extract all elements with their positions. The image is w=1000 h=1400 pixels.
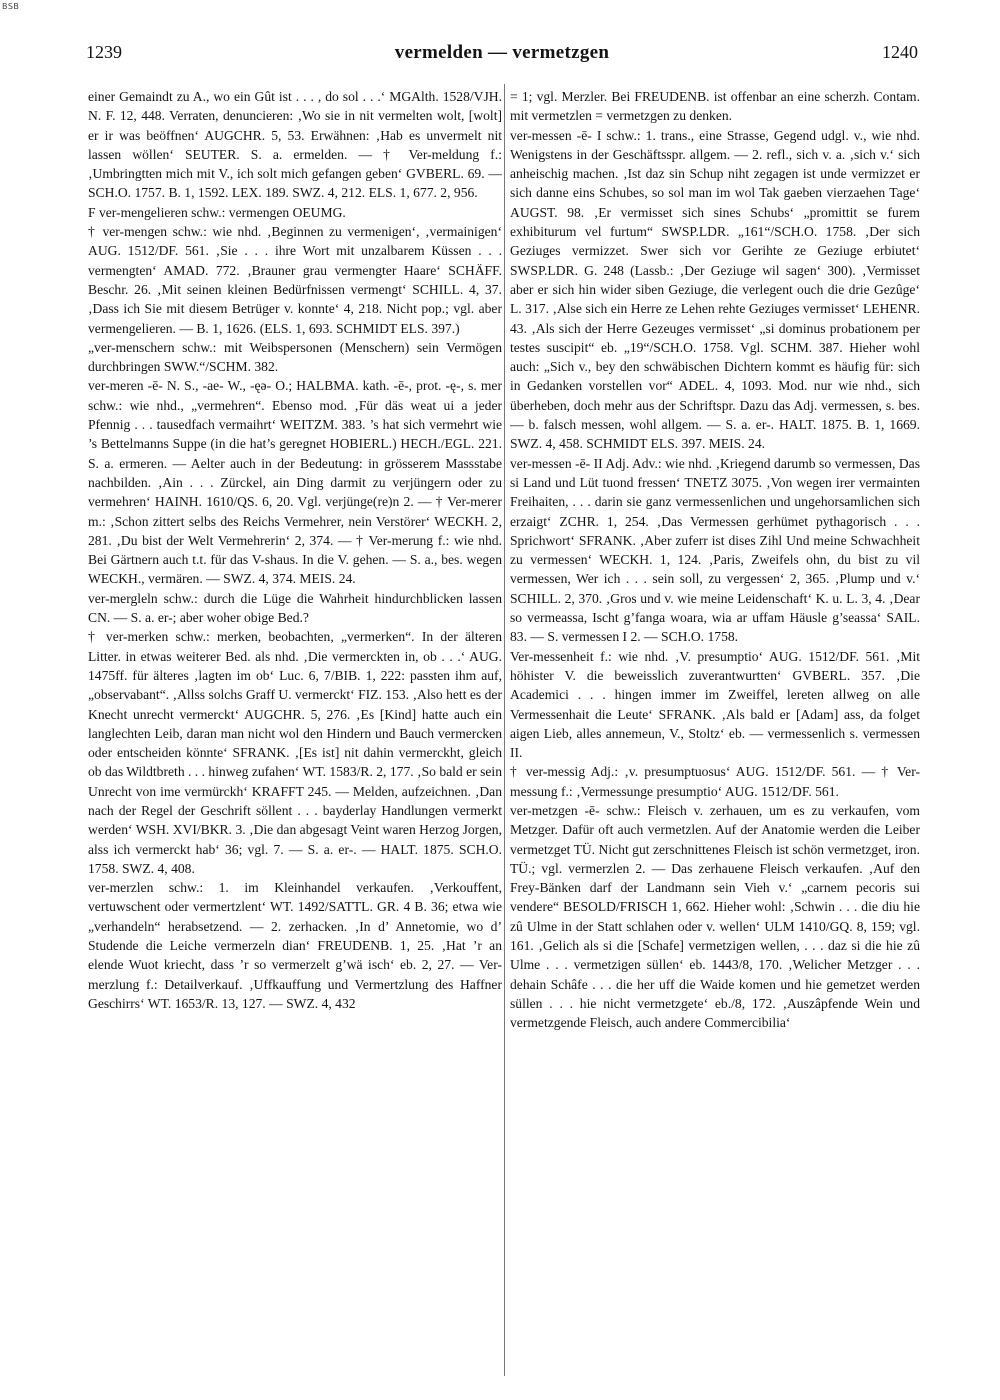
dictionary-entry: F ver-mengelieren schw.: vermengen OEUMG. (88, 204, 346, 220)
running-title: vermelden — vermetzgen (394, 42, 610, 63)
right-column (510, 87, 920, 1377)
dictionary-entry: † ver-mengen schw.: wie nhd. ‚Beginnen zu vermenigen‘, ‚vermainigen‘ AUG. 1512/DF. 561. ‚Sie . . . ihre Wort mit unzalbarem Küssen . . . vermengten‘ AMAD. 772. ‚Brauner grau vermengter Haare‘ SCHÄFF. Beschr. 26. ‚Mit seinen kleinen Bedürfnissen vermengt‘ SCHILL. 4, 37. ‚Dass ich Sie mit diesem Betrüger v. konnte‘ 4, 218. Nicht pop.; vgl. aber vermengelieren. — B. 1, 1626. (ELS. 1, 693. SCHMIDT ELS. 397.) (88, 224, 502, 336)
page-header (86, 38, 918, 68)
dictionary-entry: ver-mergleln schw.: durch die Lüge die Wahrheit hindurchblicken lassen CN. — S. a. er-; aber woher obige Bed.? (88, 590, 502, 626)
dictionary-entry: ver-messen -ē- II Adj. Adv.: wie nhd. ‚Kriegend darumb so vermessen, Das si Land und Lüt tuond fressen‘ TNETZ 3075. ‚Von wegen irer vermainten Freihaiten, . . . darin sie ganz vermessenlichen und ungehorsamlichen sich erzaigt‘ ZCHR. 1, 254. ‚Das Vermessen gerhümet pythagorisch . . . Sprichwort‘ SFRANK. ‚Aber zuferr ist dises Zihl Und meine Schwachheit zu vermessen‘ WECKH. 1, 124. ‚Paris, Zweifels ohn, du bist zu vil vermessen, Wer ich . . . sein soll, zu vergessen‘ 2, 365. ‚Plump und v.‘ SCHILL. 2, 370. ‚Gros und v. wie meine Leidenschaft‘ K. u. L. 3, 4. ‚Dear so vermeassa, Ischt g’fanga woara, wia ar uffam Häusle g’seassa‘ SAIL. 83. — S. vermessen I 2. — SCH.O. 1758. (510, 455, 920, 645)
dictionary-entry: einer Gemaindt zu A., wo ein Gût ist . . . , do sol . . .‘ MGAlth. 1528/VJH. N. F. 12, 448. Verraten, denuncieren: ‚Wo sie in nit vermelten wolt, [wolt] er ir was beöffnen‘ AUGCHR. 5, 53. Erwähnen: ‚Hab es unvermelt nit lassen wöllen‘ SEUTER. S. a. ermelden. — † Ver-meldung f.: ‚Umbringtten mich mit V., ich solt mich gefangen geben‘ GVBERL. 69. — SCH.O. 1757. B. 1, 1592. LEX. 189. SWZ. 4, 212. ELS. 1, 677. 2, 956. (88, 89, 502, 201)
dictionary-entry: ver-meren -ē- N. S., -ae- W., -ęə- O.; HALBMA. kath. -ē-, prot. -ę-, s. mer schw.: wie nhd., „vermehren“. Ebenso mod. ‚Für däs weat ui a jeder Pfennig . . . tausedfach vermaihrt‘ WEITZM. 383. ’s hat sich vermehrt wie ’s Bettelmanns Suppe (in die hat’s geregnet HOBIERL.) HECH./EGL. 221. S. a. ermeren. — Aelter auch in der Bedeutung: in grösserem Massstabe nachbilden. ‚Ain . . . Zürckel, ain Ding darmit zu verjüngern oder zu vermehren‘ HAINH. 1610/QS. 6, 20. Vgl. verjünge(re)n 2. — † Ver-merer m.: ‚Schon zittert selbs des Reichs Vermehrer, nein Verstörer‘ WECKH. 2, 281. ‚Du bist der Welt Vermehrerin‘ 2, 374. — † Ver-merung f.: wie nhd. Bei Gärtnern auch t.t. für das V-shaus. In die V. gehen. — S. a., bes. wegen WECKH., vermären. — SWZ. 4, 374. MEIS. 24. (88, 378, 502, 587)
dictionary-entry: ver-merzlen schw.: 1. im Kleinhandel verkaufen. ‚Verkouffent, vertuwschent oder vermertzlent‘ WT. 1492/SATTL. GR. 4 B. 36; etwa wie „verhandeln“ herabsetzend. — 2. zerhacken. ‚In d’ Annetomie, wo d’ Studende die Leiche vermerzeln dian‘ FREUDENB. 1, 25. ‚Hat ’r an elende Wuot kriecht, dass ’r so vermerzelt g’wä isch‘ eb. 2, 27. — Ver-merzlung f.: Detailverkauf. ‚Uffkauffung und Vermertzlung des Haffner Geschirrs‘ WT. 1653/R. 13, 127. — SWZ. 4, 432 (88, 880, 502, 1011)
left-column (88, 87, 502, 1377)
dictionary-entry: ver-metzgen -ē- schw.: Fleisch v. zerhauen, um es zu verkaufen, vom Metzger. Dafür oft auch vermetzlen. Auf der Anatomie werden die Leiber vermetzget TÜ. Nicht gut zerschnittenes Fleisch ist schön vermetzget, iron. TÜ.; vgl. vermerzlen 2. — Das zerhauene Fleisch verkaufen. ‚Auf den Frey-Bänken darf der Landmann sein Vieh v.‘ „carnem pecoris sui vendere“ BESOLD/FRISCH 1, 662. Hieher wohl: ‚Schwin . . . die diu hie zû Ulme in der Statt schlahen oder v. wellen‘ ULM 1410/GQ. 8, 159; vgl. 161. ‚Gelich als si die [Schafe] vermetzigen wellen, . . . daz si die hie zû Ulme . . . vermetzigen süllen‘ eb. 1443/8, 170. ‚Welicher Metzger . . . dehain Schâfe . . . die her uff die Waide komen und hie gemetzet werden süllen . . . hie nicht vermetzgete‘ eb./8, 172. ‚Auszâpfende Wein und vermetzgende Fleisch, auch andere Commercibilia‘ (510, 802, 920, 1031)
column-divider (504, 84, 505, 1376)
left-page-number: 1239 (86, 42, 122, 62)
dictionary-entry: † ver-messig Adj.: ‚v. presumptuosus‘ AUG. 1512/DF. 561. — † Ver-messung f.: ‚Vermessunge presumptio‘ AUG. 1512/DF. 561. (510, 764, 920, 799)
dictionary-entry: = 1; vgl. Merzler. Bei FREUDENB. ist offenbar an eine scherzh. Contam. mit vermetzlen = vermetzgen zu denken. (510, 89, 920, 124)
dictionary-entry: ver-messen -ē- I schw.: 1. trans., eine Strasse, Gegend udgl. v., wie nhd. Wenigstens in der Geschäftsspr. allgem. — 2. refl., sich v. a. ‚sich v.‘ sich anheischig machen. ‚Ist daz sin Schup niht zegagen ist unde vermizzet er sich danne eins Schubes, so sol man im wol Tak gaeben vierzaehen Tage‘ AUGST. 98. ‚Er vermisset sich sines Schubs‘ „promittit se furem exhibiturum vel furtum“ SWSP.LDR. „161“/SCH.O. 1758. ‚Der sich Geziuges vermizzet. Swer sich vor Gerihte ze Geziuge erbiutet‘ SWSP.LDR. G. 248 (Lassb.: ‚Der Geziuge wil sagen‘ 300). ‚Vermisset aber er sich hin wider siben Geziuge, die verlegent ouch die drie Gezûge‘ L. 317. ‚Alse sich ein Herre ze Lehen rehte Geziuges vermisset‘ LEHENR. 43. ‚Als sich der Herre Gezeuges vermisset‘ „si dominus probationem per testes suscipit“ eb. „19“/SCH.O. 1758. Vgl. SCHM. 387. Hieher wohl auch: „Sich v., bey den schwäbischen Dichtern kommt es häufig für: sich in Gedanken vorstellen vor“ ADEL. 4, 1093. Mod. nur wie nhd., sich überheben, doch mehr aus der Schriftspr. Dazu das Adj. vermessen, s. bes. — b. falsch messen, wohl allgem. — S. a. er-. HALT. 1875. B. 1, 1669. SWZ. 4, 458. SCHMIDT ELS. 397. MEIS. 24. (510, 127, 920, 452)
dictionary-entry: Ver-messenheit f.: wie nhd. ‚V. presumptio‘ AUG. 1512/DF. 561. ‚Mit höhister V. die beweisslich zuverantwurtten‘ GVBERL. 357. ‚Die Academici . . . hingen immer im Zweiffel, lereten allweg on alle Vermessenhait die Leute‘ SFRANK. ‚Als bald er [Adam] ass, da folget aigen Lieb, alles annemeun, V., Stoltz‘ eb. — vermessenlich s. vermessen II. (510, 648, 920, 761)
library-stamp: BSB (2, 2, 20, 11)
dictionary-entry: † ver-merken schw.: merken, beobachten, „vermerken“. In der älteren Litter. in etwas weiterer Bed. als nhd. ‚Die vermerckten in, ob . . .‘ AUG. 1475ff. für älteres ‚lagten im ob‘ Luc. 6, 7/BIB. 1, 222: passten ihm auf, „observabant“. ‚Allss solchs Graff U. vermerckt‘ FIZ. 153. ‚Also hett es der Knecht unrecht vermerckt‘ AUGCHR. 5, 276. ‚Es [Kind] hatte auch ein langlechten Leib, daran man nicht wol den Hindern und Bauch vermercken oder entscheiden könnte‘ SFRANK. ‚[Es ist] nit dahin vermerckht, gleich ob das Wildtbreth . . . hinweg zufahen‘ WT. 1583/R. 2, 177. ‚So bald er sein Unrecht von ime vermürckh‘ KRAFFT 245. — Melden, aufzeichnen. ‚Dan nach der Regel der Geschrift söllent . . . bayderlay Handlungen vermerkt werden‘ WSH. XVI/BKR. 3. ‚Die dan abgesagt Veint waren Herzog Jorgen, alss ich vermerckt hab‘ 36; vgl. 7. — S. a. er-. — HALT. 1875. SCH.O. 1758. SWZ. 4, 408. (88, 629, 502, 876)
dictionary-entry: „ver-menschern schw.: mit Weibspersonen (Menschern) sein Vermögen durchbringen SWW.“/SCHM. 382. (88, 339, 502, 375)
right-page-number: 1240 (882, 42, 918, 62)
